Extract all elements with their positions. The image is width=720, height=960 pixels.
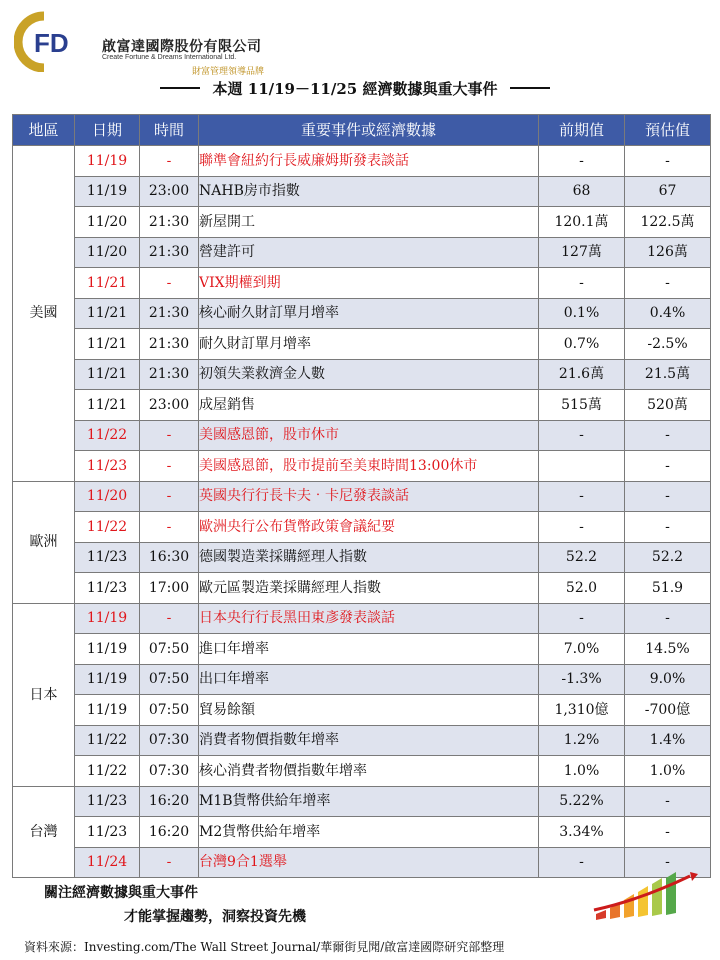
table-row	[13, 786, 711, 817]
cell-forecast: -	[625, 420, 711, 451]
cell-event: 台灣9合1選舉	[199, 847, 539, 878]
cell-event: 英國央行行長卡夫‧卡尼發表談話	[199, 481, 539, 512]
cell-date: 11/23	[75, 573, 140, 604]
page-title: 本週 11/19－11/25 經濟數據與重大事件	[212, 80, 498, 98]
table-row	[13, 664, 711, 695]
cell-event: 出口年增率	[199, 664, 539, 695]
cell-date: 11/20	[75, 207, 140, 238]
header-region: 地區	[13, 115, 75, 146]
cell-event: M1B貨幣供給年增率	[199, 786, 539, 817]
cell-event: 日本央行行長黑田東彥發表談話	[199, 603, 539, 634]
header-date: 日期	[75, 115, 140, 146]
cell-previous: -	[539, 847, 625, 878]
table-row	[13, 298, 711, 329]
cell-time: 07:50	[140, 634, 199, 665]
cell-previous: 68	[539, 176, 625, 207]
cell-time: 16:20	[140, 786, 199, 817]
cell-time: 21:30	[140, 359, 199, 390]
cell-event: 初領失業救濟金人數	[199, 359, 539, 390]
cell-previous: -	[539, 512, 625, 543]
table-row	[13, 756, 711, 787]
slogan-line-1: 關注經濟數據與重大事件	[44, 885, 198, 901]
fd-logo-icon	[14, 10, 96, 72]
header-time: 時間	[140, 115, 199, 146]
cell-time: -	[140, 512, 199, 543]
cell-event: 耐久財訂單月增率	[199, 329, 539, 360]
table-row	[13, 237, 711, 268]
data-source: 資料來源：Investing.com/The Wall Street Journal/華爾街見聞/啟富達國際研究部整理	[24, 940, 505, 954]
cell-previous: 21.6萬	[539, 359, 625, 390]
title-rule-left	[160, 87, 200, 89]
cell-forecast: 1.0%	[625, 756, 711, 787]
title-row	[0, 76, 720, 100]
cell-forecast: -	[625, 512, 711, 543]
cell-date: 11/19	[75, 176, 140, 207]
cell-previous: 7.0%	[539, 634, 625, 665]
cell-time: -	[140, 603, 199, 634]
cell-event: 聯準會紐約行長威廉姆斯發表談話	[199, 146, 539, 177]
company-logo	[14, 10, 304, 77]
cell-date: 11/21	[75, 390, 140, 421]
cell-forecast: 520萬	[625, 390, 711, 421]
cell-date: 11/21	[75, 298, 140, 329]
table-row	[13, 329, 711, 360]
cell-forecast: -700億	[625, 695, 711, 726]
table-row	[13, 420, 711, 451]
table-row	[13, 542, 711, 573]
cell-forecast: 21.5萬	[625, 359, 711, 390]
cell-date: 11/21	[75, 359, 140, 390]
table-row	[13, 634, 711, 665]
cell-time: -	[140, 268, 199, 299]
cell-date: 11/22	[75, 756, 140, 787]
cell-forecast: -	[625, 481, 711, 512]
cell-event: 營建許可	[199, 237, 539, 268]
cell-date: 11/22	[75, 725, 140, 756]
cell-forecast: -	[625, 146, 711, 177]
cell-event: NAHB房市指數	[199, 176, 539, 207]
table-row	[13, 359, 711, 390]
cell-event: VIX期權到期	[199, 268, 539, 299]
cell-time: 16:30	[140, 542, 199, 573]
cell-time: -	[140, 146, 199, 177]
title-rule-right	[510, 87, 550, 89]
cell-event: 核心耐久財訂單月增率	[199, 298, 539, 329]
header-forecast: 預估值	[625, 115, 711, 146]
cell-date: 11/19	[75, 664, 140, 695]
cell-previous: 127萬	[539, 237, 625, 268]
cell-time: -	[140, 481, 199, 512]
cell-time: 07:50	[140, 695, 199, 726]
cell-forecast: -2.5%	[625, 329, 711, 360]
cell-date: 11/23	[75, 817, 140, 848]
company-name-cn: 啟富達國際股份有限公司	[102, 39, 262, 55]
cell-event: 美國感恩節，股市提前至美東時間13:00休市	[199, 451, 539, 482]
cell-event: 美國感恩節，股市休市	[199, 420, 539, 451]
table-row	[13, 481, 711, 512]
cell-previous: 120.1萬	[539, 207, 625, 238]
cell-event: 德國製造業採購經理人指數	[199, 542, 539, 573]
cell-date: 11/23	[75, 542, 140, 573]
cell-event: 核心消費者物價指數年增率	[199, 756, 539, 787]
cell-previous: -	[539, 420, 625, 451]
rising-bars-illustration	[590, 870, 710, 920]
cell-event: 成屋銷售	[199, 390, 539, 421]
cell-forecast: 1.4%	[625, 725, 711, 756]
cell-previous: 1,310億	[539, 695, 625, 726]
cell-time: 16:20	[140, 817, 199, 848]
table-row	[13, 725, 711, 756]
cell-previous: 52.0	[539, 573, 625, 604]
cell-forecast: 67	[625, 176, 711, 207]
cell-forecast: 122.5萬	[625, 207, 711, 238]
table-row	[13, 176, 711, 207]
cell-forecast: -	[625, 847, 711, 878]
events-table	[12, 114, 711, 878]
cell-forecast: -	[625, 603, 711, 634]
table-row	[13, 451, 711, 482]
cell-time: 17:00	[140, 573, 199, 604]
cell-event: 歐元區製造業採購經理人指數	[199, 573, 539, 604]
cell-previous: -	[539, 268, 625, 299]
table-row	[13, 390, 711, 421]
table-row	[13, 603, 711, 634]
cell-date: 11/20	[75, 481, 140, 512]
cell-time: 07:30	[140, 725, 199, 756]
cell-date: 11/24	[75, 847, 140, 878]
cell-date: 11/22	[75, 420, 140, 451]
company-tagline: 財富管理領導品牌	[192, 67, 265, 77]
cell-previous: -	[539, 481, 625, 512]
cell-previous: 0.7%	[539, 329, 625, 360]
company-name-en: Create Fortune & Dreams International Ltd.	[102, 54, 237, 61]
table-row	[13, 817, 711, 848]
cell-event: 新屋開工	[199, 207, 539, 238]
table-row	[13, 146, 711, 177]
cell-time: 21:30	[140, 237, 199, 268]
cell-previous: 515萬	[539, 390, 625, 421]
cell-forecast: -	[625, 786, 711, 817]
cell-previous: 5.22%	[539, 786, 625, 817]
region-cell: 台灣	[13, 786, 75, 878]
cell-time: 23:00	[140, 390, 199, 421]
cell-date: 11/21	[75, 329, 140, 360]
cell-forecast: 9.0%	[625, 664, 711, 695]
slogan-line-2: 才能掌握趨勢，洞察投資先機	[124, 909, 306, 925]
cell-time: 07:30	[140, 756, 199, 787]
region-cell: 美國	[13, 146, 75, 482]
cell-previous	[539, 451, 625, 482]
region-cell: 歐洲	[13, 481, 75, 603]
cell-previous: 0.1%	[539, 298, 625, 329]
cell-date: 11/19	[75, 695, 140, 726]
cell-time: 21:30	[140, 298, 199, 329]
cell-time: 21:30	[140, 329, 199, 360]
cell-previous: 52.2	[539, 542, 625, 573]
table-header-row	[13, 115, 711, 146]
table-row	[13, 512, 711, 543]
cell-time: -	[140, 420, 199, 451]
table-row	[13, 207, 711, 238]
cell-date: 11/23	[75, 786, 140, 817]
cell-forecast: -	[625, 268, 711, 299]
cell-event: 消費者物價指數年增率	[199, 725, 539, 756]
cell-forecast: 51.9	[625, 573, 711, 604]
cell-time: 23:00	[140, 176, 199, 207]
cell-event: M2貨幣供給年增率	[199, 817, 539, 848]
svg-text:FD: FD	[34, 28, 69, 58]
cell-forecast: 126萬	[625, 237, 711, 268]
cell-date: 11/19	[75, 634, 140, 665]
region-cell: 日本	[13, 603, 75, 786]
cell-time: -	[140, 451, 199, 482]
cell-time: -	[140, 847, 199, 878]
cell-time: 21:30	[140, 207, 199, 238]
cell-date: 11/19	[75, 603, 140, 634]
cell-previous: 3.34%	[539, 817, 625, 848]
cell-event: 歐洲央行公布貨幣政策會議紀要	[199, 512, 539, 543]
cell-time: 07:50	[140, 664, 199, 695]
header-previous: 前期值	[539, 115, 625, 146]
cell-previous: 1.0%	[539, 756, 625, 787]
cell-date: 11/23	[75, 451, 140, 482]
cell-previous: 1.2%	[539, 725, 625, 756]
table-row	[13, 268, 711, 299]
cell-previous: -	[539, 603, 625, 634]
cell-event: 貿易餘額	[199, 695, 539, 726]
table-body	[13, 146, 711, 878]
header-event: 重要事件或經濟數據	[199, 115, 539, 146]
cell-date: 11/20	[75, 237, 140, 268]
cell-date: 11/21	[75, 268, 140, 299]
cell-forecast: 0.4%	[625, 298, 711, 329]
cell-event: 進口年增率	[199, 634, 539, 665]
cell-date: 11/19	[75, 146, 140, 177]
table-row	[13, 695, 711, 726]
cell-previous: -1.3%	[539, 664, 625, 695]
cell-forecast: -	[625, 451, 711, 482]
cell-previous: -	[539, 146, 625, 177]
cell-date: 11/22	[75, 512, 140, 543]
table-row	[13, 573, 711, 604]
cell-forecast: -	[625, 817, 711, 848]
cell-forecast: 52.2	[625, 542, 711, 573]
cell-forecast: 14.5%	[625, 634, 711, 665]
